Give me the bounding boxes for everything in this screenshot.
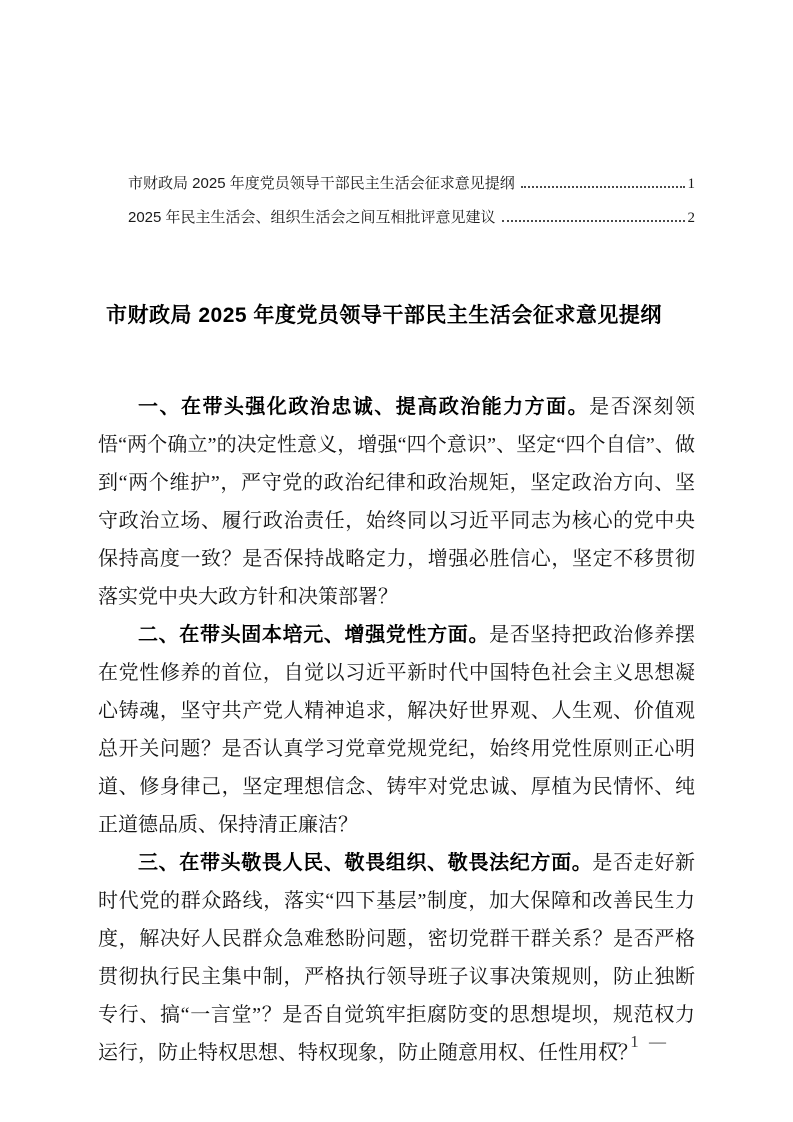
toc-entry[interactable] bbox=[128, 201, 695, 235]
page-number: — 1 — bbox=[603, 1032, 669, 1051]
paragraph bbox=[98, 616, 695, 844]
paragraph-text: 是否深刻领悟“两个确立”的决定性意义，增强“四个意识”、坚定“四个自信”、做到“两个维护”，严守党的政治纪律和政治规矩，坚定政治方向、坚守政治立场、履行政治责任，始终同以习近平同志为核心的党中央保持高度一致？是否保持战略定力，增强必胜信心，坚定不移贯彻落实党中央大政方针和决策部署？ bbox=[98, 396, 696, 608]
paragraph bbox=[98, 388, 695, 616]
paragraph-lead: 二、在带头固本培元、增强党性方面。 bbox=[138, 624, 490, 646]
table-of-contents bbox=[128, 0, 695, 235]
toc-entry-label: 市财政局 2025 年度党员领导干部民主生活会征求意见提纲 bbox=[128, 175, 515, 192]
toc-entry-label: 2025 年民主生活会、组织生活会之间互相批评意见建议 bbox=[128, 209, 496, 226]
toc-page-number: 2 bbox=[687, 210, 695, 226]
paragraph-text: 是否坚持把政治修养摆在党性修养的首位，自觉以习近平新时代中国特色社会主义思想凝心铸魂，坚守共产党人精神追求，解决好世界观、人生观、价值观总开关问题？是否认真学习党章党规党纪，始终用党性原则正心明道、修身律己，坚定理想信念、铸牢对党忠诚、厚植为民情怀、纯正道德品质、保持清正廉洁？ bbox=[98, 624, 696, 836]
toc-entry[interactable] bbox=[128, 167, 695, 201]
page-title: 市财政局 2025 年度党员领导干部民主生活会征求意见提纲 bbox=[106, 304, 662, 327]
document-body bbox=[98, 388, 695, 1072]
toc-dot-leader bbox=[521, 186, 685, 188]
toc-dot-leader bbox=[502, 220, 685, 222]
paragraph-text: 是否走好新时代党的群众路线，落实“四下基层”制度，加大保障和改善民生力度，解决好人民群众急难愁盼问题，密切党群干群关系？是否严格贯彻执行民主集中制，严格执行领导班子议事决策规则，防止独断专行、搞“一言堂”？是否自觉筑牢拒腐防变的思想堤坝，规范权力运行，防止特权思想、特权现象，防止随意用权、任性用权？ bbox=[98, 852, 696, 1064]
paragraph-lead: 三、在带头敬畏人民、敬畏组织、敬畏法纪方面。 bbox=[138, 852, 593, 874]
paragraph-lead: 一、在带头强化政治忠诚、提高政治能力方面。 bbox=[138, 396, 590, 418]
toc-page-number: 1 bbox=[687, 176, 695, 192]
